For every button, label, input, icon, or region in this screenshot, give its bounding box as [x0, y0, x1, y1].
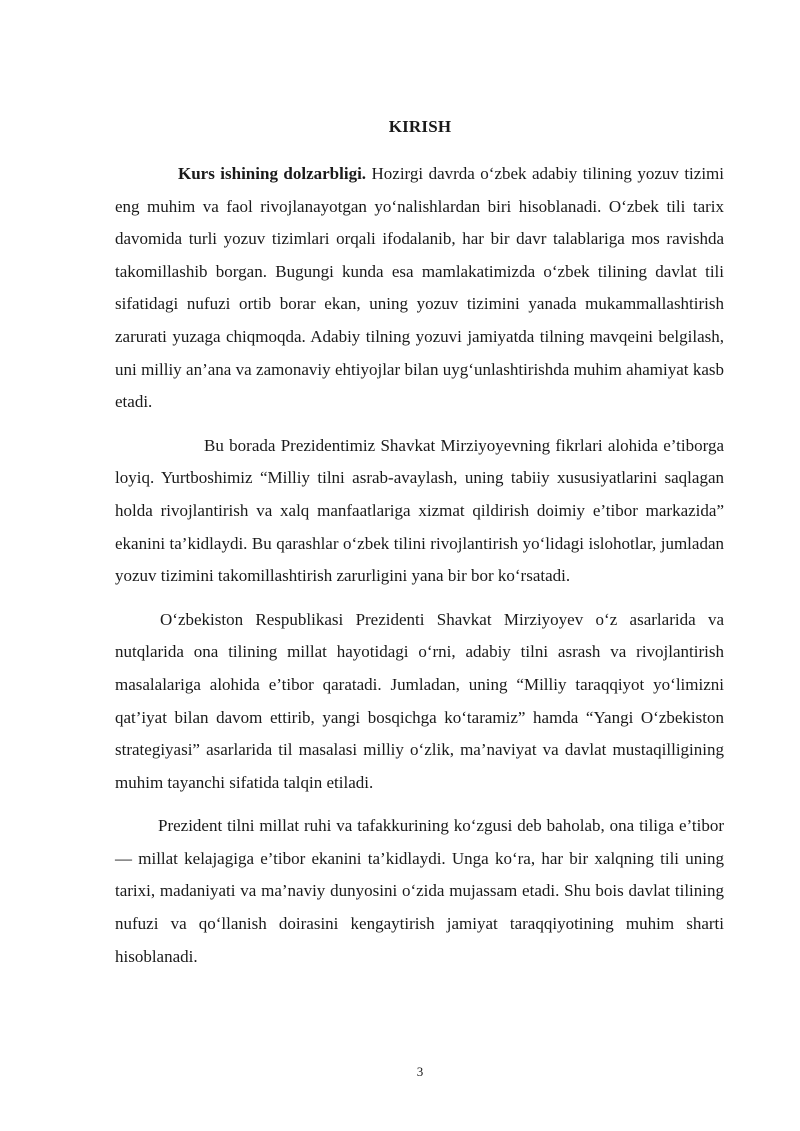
paragraph-relevance	[115, 158, 724, 419]
paragraph-lead: Kurs ishining dolzarbligi.	[178, 164, 367, 183]
page-number: 3	[416, 1064, 424, 1079]
paragraph-text: Hozirgi davrda o‘zbek adabiy tilining yozuv tizimi eng muhim va faol rivojlanayotgan yo‘nalishlardan biri hisoblanadi. O‘zbek tili tarix davomida turli yozuv tizimlari orqali ifodalanib, har bir davr talablariga mos ravishda takomillashib borgan. Bugungi kunda esa mamlakatimizda o‘zbek tilining davlat tili sifatidagi nufuzi ortib borar ekan, uning yozuv tizimini yanada mukammallashtirish zarurati yuzaga chiqmoqda. Adabiy tilning yozuvi jamiyatda tilning mavqeini belgilash, uni milliy an’ana va zamonaviy ehtiyojlar bilan uyg‘unlashtirishda muhim ahamiyat kasb etadi.	[115, 164, 724, 412]
paragraph-president-works: O‘zbekiston Respublikasi Prezidenti Shavkat Mirziyoyev o‘z asarlarida va nutqlarida ona tilining millat hayotidagi o‘rni, adabiy tilni asrash va rivojlantirish masalalariga alohida e’tibor qaratadi. Jumladan, uning “Milliy taraqqiyot yo‘limizni qat’iyat bilan davom ettirib, yangi bosqichga ko‘taramiz” hamda “Yangi O‘zbekiston strategiyasi” asarlarida til masalasi milliy o‘zlik, ma’naviyat va davlat mustaqilligining muhim tayanchi sifatida talqin etiladi.	[115, 609, 724, 792]
body-text	[115, 158, 724, 973]
paragraph-language-importance: Prezident tilni millat ruhi va tafakkurining ko‘zgusi deb baholab, ona tiliga e’tibor — millat kelajagiga e’tibor ekanini ta’kidlaydi. Unga ko‘ra, har bir xalqning tili uning tarixi, madaniyati va ma’naviy dunyosini o‘zida mujassam etadi. Shu bois davlat tilining nufuzi va qo‘llanish doirasini kengaytirish jamiyat taraqqiyotining muhim sharti hisoblanadi.	[115, 816, 724, 966]
section-heading: KIRISH	[388, 117, 452, 136]
paragraph-president-views: Bu borada Prezidentimiz Shavkat Mirziyoyevning fikrlari alohida e’tiborga loyiq. Yurtboshimiz “Milliy tilni asrab-avaylash, uning tabiiy xususiyatlarini saqlagan holda rivojlantirish va xalq manfaatlariga xizmat qildirish doimiy e’tibor markazida” ekanini ta’kidlaydi. Bu qarashlar o‘zbek tilini rivojlantirish yo‘lidagi islohotlar, jumladan yozuv tizimini takomillashtirish zarurligini yana bir bor ko‘rsatadi.	[115, 435, 724, 586]
